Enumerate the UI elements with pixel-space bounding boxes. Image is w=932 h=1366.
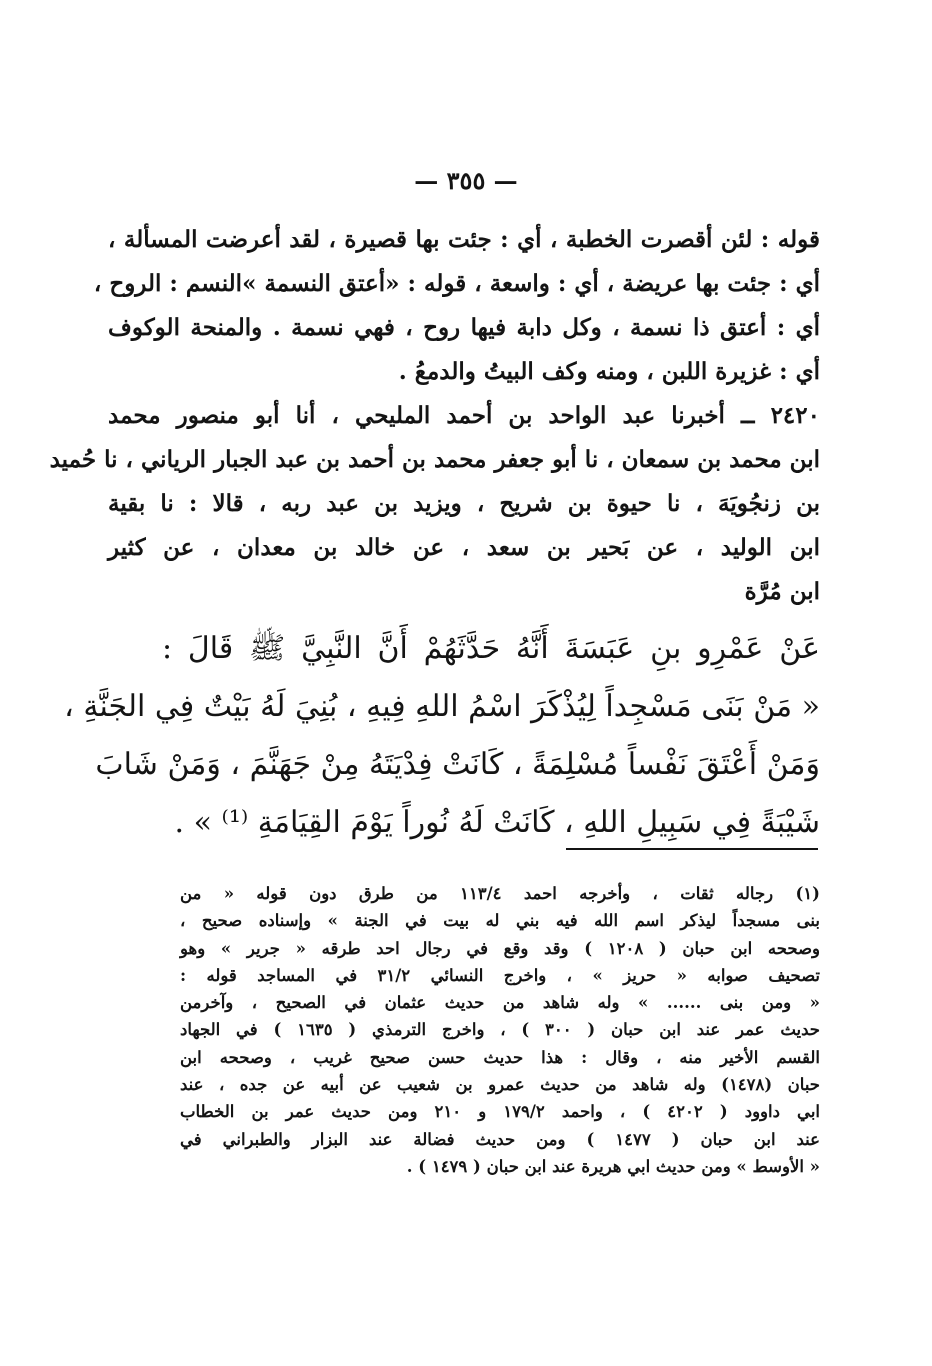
commentary-line: أي : غزيرة اللبن ، ومنه وكف البيتُ والدمعُ . — [398, 358, 820, 385]
footnote-block — [180, 880, 820, 1180]
isnad-line: ابن مُرَّة — [744, 578, 820, 605]
isnad-line: ٢٤٢٠ ــ أخبرنا عبد الواحد بن أحمد المليحي ، أنا أبو منصور محمد — [108, 402, 820, 429]
footnote-line: ابي داوود ( ٤٢٠٢ ) ، واحمد ١٧٩/٢ و ٢١٠ ومن حديث عمر بن الخطاب — [180, 1102, 820, 1122]
hadith-line: عَنْ عَمْرِو بنِ عَبَسَةَ أَنَّهُ حَدَّثَهُمْ أَنَّ النَّبِيَّ ﷺ قَالَ : — [162, 631, 820, 666]
footnote-line: القسم الأخير منه ، وقال : هذا حديث حسن صحيح غريب ، وصححه ابن — [180, 1047, 820, 1067]
footnote-line: حديث عمر عند ابن حبان ( ٣٠٠ ) ، واخرج الترمذي ( ١٦٣٥ ) في الجهاد — [180, 1020, 820, 1040]
commentary-paragraph — [93, 218, 820, 394]
hadith-line: وَمَنْ أَعْتَقَ نَفْساً مُسْلِمَةً ، كَانَتْ فِدْيَتَهُ مِنْ جَهَنَّمَ ، وَمَنْ شَابَ — [95, 747, 820, 782]
footnote-line: تصحيف صوابه « حريز » ، واخرج النسائي ٣١/٢ في المساجد قوله : — [180, 965, 820, 985]
commentary-line: قوله : لئن أقصرت الخطبة ، أي : جئت بها قصيرة ، لقد أعرضت المسألة ، — [108, 226, 820, 253]
footnote-line: (١) رجاله ثقات ، وأخرجه احمد ١١٣/٤ من طرق دون قوله « من — [180, 884, 820, 903]
isnad-line: ابن محمد بن سمعان ، نا أبو جعفر محمد بن أحمد بن عبد الجبار الرياني ، نا حُميد — [49, 446, 820, 473]
isnad-paragraph — [49, 394, 820, 614]
footnote-line: « الأوسط » ومن حديث ابي هريرة عند ابن حبان ( ١٤٧٩ ) . — [406, 1156, 820, 1176]
commentary-line: أي : جئت بها عريضة ، أي : واسعة ، قوله : «أعتق النسمة »النسم : الروح ، — [93, 270, 820, 297]
footnote-separator — [566, 848, 818, 850]
footnote-line: بنى مسجداً ليذكر اسم الله فيه بني له بيت في الجنة » وإسناده صحيح ، — [180, 911, 820, 931]
hadith-text — [64, 620, 820, 852]
hadith-line: شَيْبَةً فِي سَبِيلِ اللهِ ، كَانَتْ لَهُ نُوراً يَوْمَ القِيَامَةِ ⁽¹⁾ » . — [174, 805, 820, 840]
hadith-line: « مَنْ بَنَى مَسْجِداً لِيُذْكَرَ اسْمُ اللهِ فِيهِ ، بُنِيَ لَهُ بَيْتٌ فِي الجَنَّةِ ، — [64, 689, 820, 724]
isnad-line: ابن الوليد ، عن بَحير بن سعد ، عن خالد بن معدان ، عن كثير — [108, 534, 820, 561]
footnote-line: وصححه ابن حبان ( ١٢٠٨ ) وقد وقع في رجال احد طرقه « جرير » وهو — [180, 938, 820, 958]
isnad-line: بن زنجُويَهَ ، نا حيوة بن شريح ، ويزيد بن عبد ربه ، قالا : نا بقية — [108, 490, 820, 517]
page-number: — ٣٥٥ — — [414, 166, 518, 195]
footnote-line: حبان (١٤٧٨) وله شاهد من حديث عمرو بن شعيب عن أبيه عن جده ، عند — [180, 1075, 821, 1095]
footnote-line: « ومن بنى ...... » وله شاهد من حديث عثمان في الصحيح ، وآخرمن — [180, 993, 820, 1013]
commentary-line: أي : أعتق ذا نسمة ، وكل دابة فيها روح ، فهي نسمة . والمنحة الوكوف — [108, 314, 820, 341]
footnote-line: عند ابن حبان ( ١٤٧٧ ) ومن حديث فضالة عند البزار والطبراني في — [180, 1129, 820, 1149]
